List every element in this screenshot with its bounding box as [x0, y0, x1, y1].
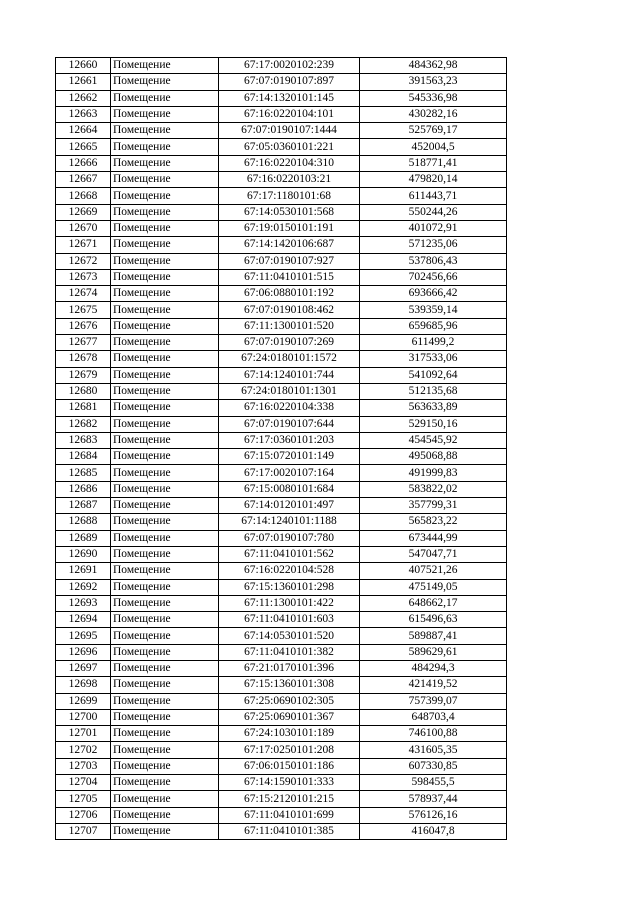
cadastral-value-cell: 475149,05: [360, 579, 507, 595]
object-type-cell: Помещение: [111, 546, 219, 562]
cadastral-number-cell: 67:07:0190107:644: [219, 416, 360, 432]
cadastral-number-cell: 67:14:1320101:145: [219, 90, 360, 106]
cadastral-number-cell: 67:21:0170101:396: [219, 660, 360, 676]
table-row: [56, 432, 507, 448]
object-type-cell: Помещение: [111, 253, 219, 269]
cadastral-value-cell: 598455,5: [360, 775, 507, 791]
table-row: [56, 530, 507, 546]
cadastral-number-cell: 67:24:0180101:1572: [219, 351, 360, 367]
object-type-cell: Помещение: [111, 188, 219, 204]
cadastral-value-cell: 578937,44: [360, 791, 507, 807]
cadastral-number-cell: 67:15:1360101:308: [219, 677, 360, 693]
row-number-cell: 12668: [56, 188, 111, 204]
cadastral-value-cell: 421419,52: [360, 677, 507, 693]
row-number-cell: 12684: [56, 449, 111, 465]
object-type-cell: Помещение: [111, 335, 219, 351]
cadastral-number-cell: 67:19:0150101:191: [219, 220, 360, 236]
table-row: [56, 367, 507, 383]
object-type-cell: Помещение: [111, 123, 219, 139]
cadastral-number-cell: 67:16:0220104:528: [219, 563, 360, 579]
row-number-cell: 12679: [56, 367, 111, 383]
row-number-cell: 12667: [56, 172, 111, 188]
row-number-cell: 12688: [56, 514, 111, 530]
cadastral-value-cell: 357799,31: [360, 498, 507, 514]
cadastral-number-cell: 67:14:1590101:333: [219, 775, 360, 791]
table-row: [56, 90, 507, 106]
table-row: [56, 237, 507, 253]
cadastral-value-cell: 391563,23: [360, 74, 507, 90]
table-row: [56, 628, 507, 644]
table-row: [56, 220, 507, 236]
cadastral-value-cell: 583822,02: [360, 481, 507, 497]
cadastral-value-cell: 529150,16: [360, 416, 507, 432]
row-number-cell: 12666: [56, 155, 111, 171]
table-row: [56, 416, 507, 432]
row-number-cell: 12696: [56, 644, 111, 660]
cadastral-value-cell: 452004,5: [360, 139, 507, 155]
row-number-cell: 12693: [56, 595, 111, 611]
row-number-cell: 12701: [56, 726, 111, 742]
table-row: [56, 726, 507, 742]
table-row: [56, 709, 507, 725]
cadastral-value-cell: 589887,41: [360, 628, 507, 644]
object-type-cell: Помещение: [111, 498, 219, 514]
row-number-cell: 12675: [56, 302, 111, 318]
cadastral-value-cell: 571235,06: [360, 237, 507, 253]
cadastral-number-cell: 67:06:0880101:192: [219, 286, 360, 302]
cadastral-number-cell: 67:05:0360101:221: [219, 139, 360, 155]
cadastral-value-cell: 648703,4: [360, 709, 507, 725]
object-type-cell: Помещение: [111, 318, 219, 334]
row-number-cell: 12676: [56, 318, 111, 334]
object-type-cell: Помещение: [111, 351, 219, 367]
cadastral-number-cell: 67:17:0360101:203: [219, 432, 360, 448]
table-row: [56, 74, 507, 90]
cadastral-number-cell: 67:17:0020107:164: [219, 465, 360, 481]
object-type-cell: Помещение: [111, 90, 219, 106]
row-number-cell: 12705: [56, 791, 111, 807]
object-type-cell: Помещение: [111, 791, 219, 807]
cadastral-number-cell: 67:14:0530101:568: [219, 204, 360, 220]
row-number-cell: 12697: [56, 660, 111, 676]
table-row: [56, 823, 507, 839]
row-number-cell: 12672: [56, 253, 111, 269]
row-number-cell: 12681: [56, 400, 111, 416]
table-row: [56, 106, 507, 122]
row-number-cell: 12695: [56, 628, 111, 644]
object-type-cell: Помещение: [111, 74, 219, 90]
object-type-cell: Помещение: [111, 530, 219, 546]
table-row: [56, 204, 507, 220]
cadastral-value-cell: 416047,8: [360, 823, 507, 839]
row-number-cell: 12699: [56, 693, 111, 709]
cadastral-value-cell: 648662,17: [360, 595, 507, 611]
table-row: [56, 449, 507, 465]
cadastral-value-cell: 317533,06: [360, 351, 507, 367]
object-type-cell: Помещение: [111, 563, 219, 579]
table-row: [56, 253, 507, 269]
object-type-cell: Помещение: [111, 758, 219, 774]
table-row: [56, 775, 507, 791]
object-type-cell: Помещение: [111, 709, 219, 725]
table-row: [56, 693, 507, 709]
cadastral-value-cell: 518771,41: [360, 155, 507, 171]
cadastral-number-cell: 67:11:0410101:515: [219, 269, 360, 285]
object-type-cell: Помещение: [111, 514, 219, 530]
cadastral-number-cell: 67:25:0690101:367: [219, 709, 360, 725]
cadastral-number-cell: 67:11:0410101:382: [219, 644, 360, 660]
object-type-cell: Помещение: [111, 383, 219, 399]
cadastral-number-cell: 67:16:0220104:338: [219, 400, 360, 416]
cadastral-number-cell: 67:15:0720101:149: [219, 449, 360, 465]
table-row: [56, 660, 507, 676]
cadastral-number-cell: 67:07:0190107:1444: [219, 123, 360, 139]
row-number-cell: 12702: [56, 742, 111, 758]
object-type-cell: Помещение: [111, 58, 219, 74]
cadastral-number-cell: 67:14:1240101:744: [219, 367, 360, 383]
cadastral-number-cell: 67:17:0020102:239: [219, 58, 360, 74]
object-type-cell: Помещение: [111, 106, 219, 122]
object-type-cell: Помещение: [111, 204, 219, 220]
table-row: [56, 302, 507, 318]
table-row: [56, 318, 507, 334]
cadastral-number-cell: 67:15:0080101:684: [219, 481, 360, 497]
cadastral-value-cell: 576126,16: [360, 807, 507, 823]
cadastral-value-cell: 430282,16: [360, 106, 507, 122]
row-number-cell: 12687: [56, 498, 111, 514]
row-number-cell: 12683: [56, 432, 111, 448]
table-row: [56, 465, 507, 481]
cadastral-value-cell: 484294,3: [360, 660, 507, 676]
cadastral-value-cell: 673444,99: [360, 530, 507, 546]
row-number-cell: 12669: [56, 204, 111, 220]
cadastral-value-cell: 491999,83: [360, 465, 507, 481]
table-row: [56, 172, 507, 188]
table-row: [56, 563, 507, 579]
row-number-cell: 12707: [56, 823, 111, 839]
cadastral-value-cell: 537806,43: [360, 253, 507, 269]
row-number-cell: 12703: [56, 758, 111, 774]
table-row: [56, 58, 507, 74]
object-type-cell: Помещение: [111, 644, 219, 660]
row-number-cell: 12664: [56, 123, 111, 139]
object-type-cell: Помещение: [111, 579, 219, 595]
row-number-cell: 12689: [56, 530, 111, 546]
object-type-cell: Помещение: [111, 449, 219, 465]
object-type-cell: Помещение: [111, 595, 219, 611]
cadastral-number-cell: 67:16:0220103:21: [219, 172, 360, 188]
row-number-cell: 12682: [56, 416, 111, 432]
object-type-cell: Помещение: [111, 400, 219, 416]
cadastral-number-cell: 67:11:0410101:603: [219, 612, 360, 628]
row-number-cell: 12690: [56, 546, 111, 562]
table-row: [56, 498, 507, 514]
table-row: [56, 481, 507, 497]
table-row: [56, 595, 507, 611]
cadastral-number-cell: 67:15:1360101:298: [219, 579, 360, 595]
object-type-cell: Помещение: [111, 726, 219, 742]
table-row: [56, 758, 507, 774]
row-number-cell: 12685: [56, 465, 111, 481]
row-number-cell: 12665: [56, 139, 111, 155]
row-number-cell: 12691: [56, 563, 111, 579]
cadastral-value-cell: 589629,61: [360, 644, 507, 660]
row-number-cell: 12662: [56, 90, 111, 106]
cadastral-value-table: [55, 57, 507, 840]
cadastral-number-cell: 67:24:1030101:189: [219, 726, 360, 742]
table-row: [56, 791, 507, 807]
cadastral-number-cell: 67:07:0190107:780: [219, 530, 360, 546]
row-number-cell: 12694: [56, 612, 111, 628]
cadastral-value-cell: 512135,68: [360, 383, 507, 399]
cadastral-value-cell: 541092,64: [360, 367, 507, 383]
object-type-cell: Помещение: [111, 172, 219, 188]
table-row: [56, 677, 507, 693]
cadastral-number-cell: 67:11:1300101:520: [219, 318, 360, 334]
cadastral-number-cell: 67:16:0220104:101: [219, 106, 360, 122]
object-type-cell: Помещение: [111, 660, 219, 676]
cadastral-number-cell: 67:25:0690102:305: [219, 693, 360, 709]
table-row: [56, 155, 507, 171]
object-type-cell: Помещение: [111, 823, 219, 839]
cadastral-value-cell: 550244,26: [360, 204, 507, 220]
cadastral-number-cell: 67:07:0190107:897: [219, 74, 360, 90]
cadastral-number-cell: 67:14:1240101:1188: [219, 514, 360, 530]
row-number-cell: 12670: [56, 220, 111, 236]
cadastral-value-cell: 659685,96: [360, 318, 507, 334]
table-row: [56, 742, 507, 758]
table-row: [56, 269, 507, 285]
object-type-cell: Помещение: [111, 432, 219, 448]
row-number-cell: 12677: [56, 335, 111, 351]
table-row: [56, 612, 507, 628]
table-row: [56, 383, 507, 399]
object-type-cell: Помещение: [111, 416, 219, 432]
cadastral-value-cell: 525769,17: [360, 123, 507, 139]
object-type-cell: Помещение: [111, 269, 219, 285]
cadastral-number-cell: 67:11:1300101:422: [219, 595, 360, 611]
row-number-cell: 12692: [56, 579, 111, 595]
table-row: [56, 514, 507, 530]
cadastral-value-cell: 484362,98: [360, 58, 507, 74]
object-type-cell: Помещение: [111, 302, 219, 318]
object-type-cell: Помещение: [111, 155, 219, 171]
table-row: [56, 807, 507, 823]
cadastral-number-cell: 67:24:0180101:1301: [219, 383, 360, 399]
cadastral-number-cell: 67:07:0190107:269: [219, 335, 360, 351]
cadastral-value-cell: 693666,42: [360, 286, 507, 302]
cadastral-value-cell: 757399,07: [360, 693, 507, 709]
cadastral-number-cell: 67:07:0190108:462: [219, 302, 360, 318]
table-row: [56, 546, 507, 562]
cadastral-value-cell: 479820,14: [360, 172, 507, 188]
cadastral-value-cell: 611443,71: [360, 188, 507, 204]
object-type-cell: Помещение: [111, 693, 219, 709]
object-type-cell: Помещение: [111, 220, 219, 236]
cadastral-value-cell: 615496,63: [360, 612, 507, 628]
cadastral-number-cell: 67:11:0410101:385: [219, 823, 360, 839]
object-type-cell: Помещение: [111, 775, 219, 791]
cadastral-number-cell: 67:14:0120101:497: [219, 498, 360, 514]
table-row: [56, 644, 507, 660]
cadastral-number-cell: 67:15:2120101:215: [219, 791, 360, 807]
table-row: [56, 400, 507, 416]
table-row: [56, 188, 507, 204]
table-body: [56, 58, 507, 840]
cadastral-value-cell: 401072,91: [360, 220, 507, 236]
cadastral-number-cell: 67:14:1420106:687: [219, 237, 360, 253]
row-number-cell: 12660: [56, 58, 111, 74]
table-row: [56, 579, 507, 595]
row-number-cell: 12686: [56, 481, 111, 497]
row-number-cell: 12673: [56, 269, 111, 285]
cadastral-value-cell: 746100,88: [360, 726, 507, 742]
row-number-cell: 12674: [56, 286, 111, 302]
row-number-cell: 12661: [56, 74, 111, 90]
object-type-cell: Помещение: [111, 481, 219, 497]
cadastral-number-cell: 67:06:0150101:186: [219, 758, 360, 774]
object-type-cell: Помещение: [111, 742, 219, 758]
object-type-cell: Помещение: [111, 237, 219, 253]
cadastral-value-cell: 539359,14: [360, 302, 507, 318]
cadastral-value-cell: 565823,22: [360, 514, 507, 530]
cadastral-value-cell: 431605,35: [360, 742, 507, 758]
row-number-cell: 12706: [56, 807, 111, 823]
row-number-cell: 12680: [56, 383, 111, 399]
cadastral-value-cell: 611499,2: [360, 335, 507, 351]
cadastral-value-cell: 454545,92: [360, 432, 507, 448]
row-number-cell: 12700: [56, 709, 111, 725]
table-row: [56, 139, 507, 155]
object-type-cell: Помещение: [111, 139, 219, 155]
cadastral-value-cell: 407521,26: [360, 563, 507, 579]
cadastral-number-cell: 67:14:0530101:520: [219, 628, 360, 644]
object-type-cell: Помещение: [111, 465, 219, 481]
object-type-cell: Помещение: [111, 367, 219, 383]
table-row: [56, 335, 507, 351]
row-number-cell: 12671: [56, 237, 111, 253]
row-number-cell: 12678: [56, 351, 111, 367]
cadastral-number-cell: 67:17:1180101:68: [219, 188, 360, 204]
cadastral-number-cell: 67:16:0220104:310: [219, 155, 360, 171]
table-row: [56, 123, 507, 139]
table-row: [56, 286, 507, 302]
cadastral-value-cell: 702456,66: [360, 269, 507, 285]
table-row: [56, 351, 507, 367]
cadastral-value-cell: 563633,89: [360, 400, 507, 416]
object-type-cell: Помещение: [111, 807, 219, 823]
object-type-cell: Помещение: [111, 286, 219, 302]
cadastral-number-cell: 67:07:0190107:927: [219, 253, 360, 269]
object-type-cell: Помещение: [111, 677, 219, 693]
cadastral-value-cell: 607330,85: [360, 758, 507, 774]
cadastral-value-cell: 495068,88: [360, 449, 507, 465]
row-number-cell: 12663: [56, 106, 111, 122]
object-type-cell: Помещение: [111, 612, 219, 628]
row-number-cell: 12704: [56, 775, 111, 791]
cadastral-value-cell: 547047,71: [360, 546, 507, 562]
cadastral-number-cell: 67:17:0250101:208: [219, 742, 360, 758]
object-type-cell: Помещение: [111, 628, 219, 644]
cadastral-value-cell: 545336,98: [360, 90, 507, 106]
cadastral-number-cell: 67:11:0410101:699: [219, 807, 360, 823]
cadastral-number-cell: 67:11:0410101:562: [219, 546, 360, 562]
row-number-cell: 12698: [56, 677, 111, 693]
